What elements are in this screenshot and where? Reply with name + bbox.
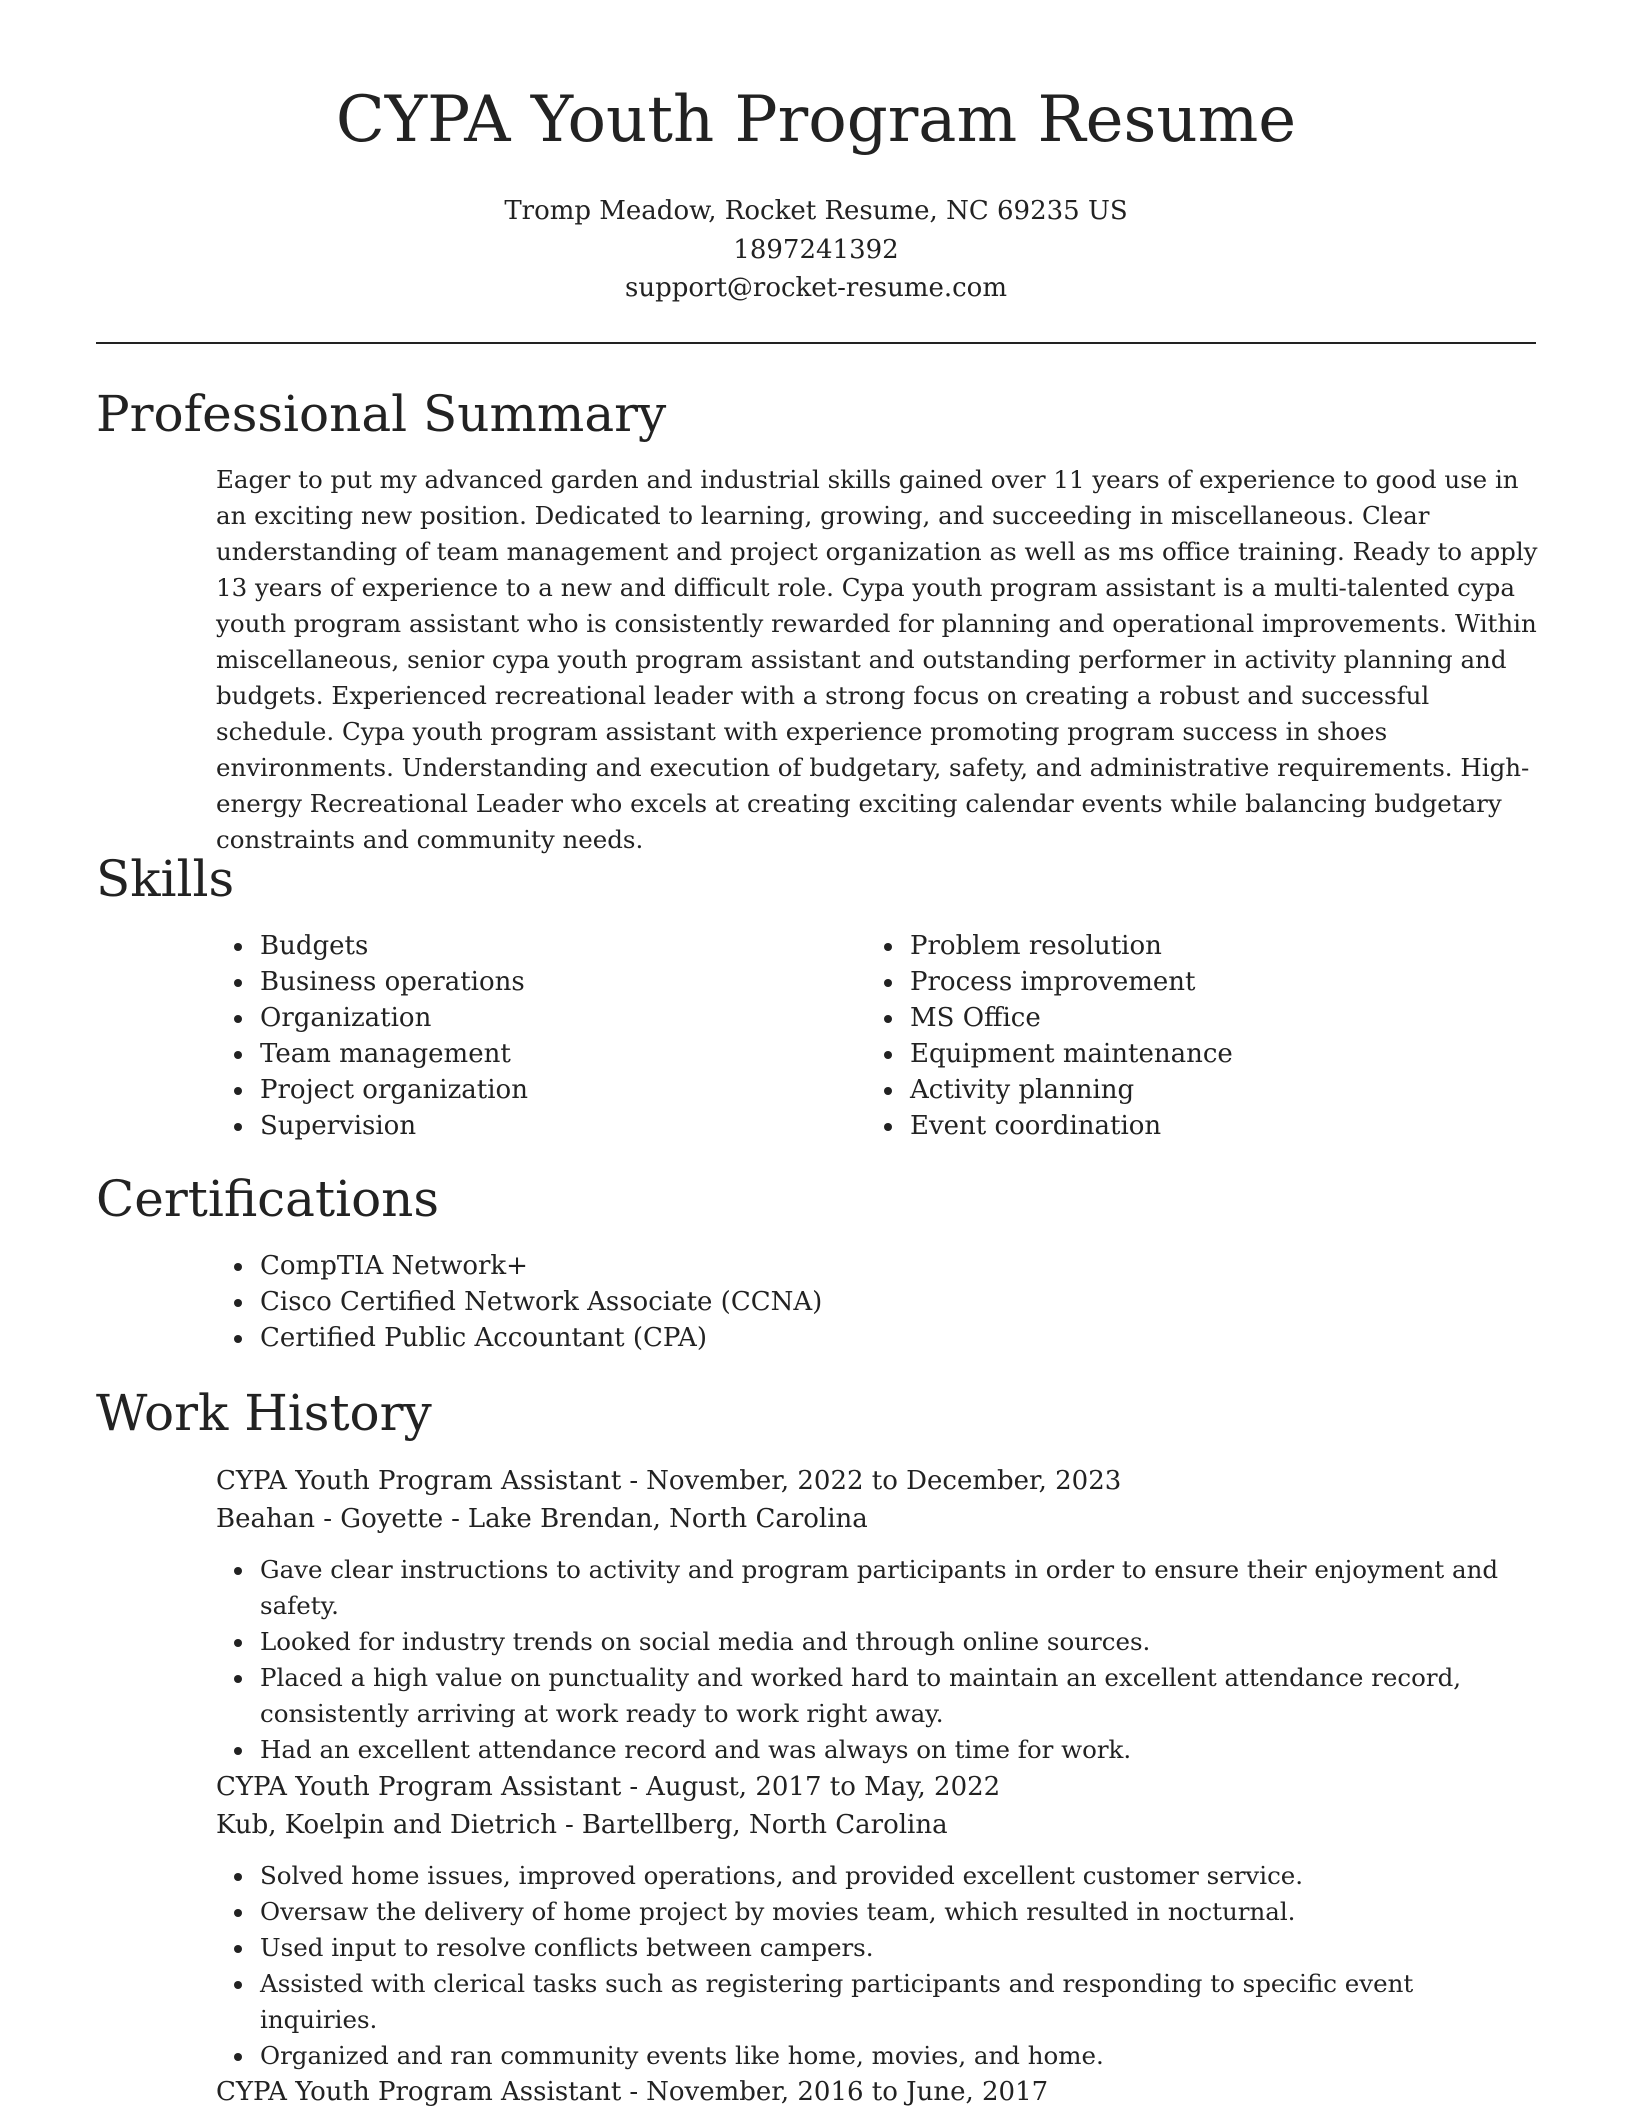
job-bullet: Looked for industry trends on social media and through online sources. (216, 1624, 1538, 1660)
job-title: CYPA Youth Program Assistant (216, 1772, 622, 1802)
skill-item: Budgets (216, 928, 836, 964)
job-bullet-list (216, 1552, 1538, 1768)
certification-item: CompTIA Network+ (216, 1248, 1416, 1284)
job-title-line (216, 1462, 1538, 1500)
job-title-line (216, 2073, 1538, 2111)
job-bullet: Used input to resolve conflicts between campers. (216, 1930, 1538, 1966)
job-bullet: Organized and ran community events like home, movies, and home. (216, 2038, 1538, 2074)
job-dates: November, 2016 to June, 2017 (646, 2077, 1049, 2107)
job-location: Lake Brendan, North Carolina (467, 1504, 868, 1534)
job-separator: - (629, 1772, 639, 1802)
skill-item: Equipment maintenance (866, 1036, 1486, 1072)
summary-heading: Professional Summary (96, 385, 667, 443)
summary-text: Eager to put my advanced garden and industrial skills gained over 11 years of experience to good use in an exciting new position. Dedicated to learning, growing, and succeeding in miscellaneous. Clear understanding of team management and project organization as well as ms office training. Ready to apply 13 years of experience to a new and difficult role. Cypa youth program assistant is a multi-talented cypa youth program assistant who is consistently rewarded for planning and operational improvements. Within miscellaneous, senior cypa youth program assistant and outstanding performer in activity planning and budgets. Experienced recreational leader with a strong focus on creating a robust and successful schedule. Cypa youth program assistant with experience promoting program success in shoes environments. Understanding and execution of budgetary, safety, and administrative requirements. High-energy Recreational Leader who excels at creating exciting calendar events while balancing budgetary constraints and community needs. (216, 465, 1538, 854)
skills-list-right (866, 928, 1486, 1144)
certification-item: Cisco Certified Network Associate (CCNA) (216, 1284, 1416, 1320)
skill-item: Event coordination (866, 1108, 1486, 1144)
skill-item: Process improvement (866, 964, 1486, 1000)
certification-item: Certified Public Accountant (CPA) (216, 1320, 1416, 1356)
certifications-list (216, 1248, 1416, 1356)
resume-title: CYPA Youth Program Resume (335, 83, 1297, 157)
job-separator: - (629, 1466, 639, 1496)
job-title-line (216, 1768, 1538, 1806)
header-divider (96, 342, 1536, 344)
skill-item: Activity planning (866, 1072, 1486, 1108)
certifications-heading: Certifications (96, 1170, 440, 1228)
job-dates: November, 2022 to December, 2023 (646, 1466, 1122, 1496)
job-title: CYPA Youth Program Assistant (216, 2077, 622, 2107)
skill-item: Team management (216, 1036, 836, 1072)
skill-item: Organization (216, 1000, 836, 1036)
job-bullet: Solved home issues, improved operations, and provided excellent customer service. (216, 1858, 1538, 1894)
skill-item: MS Office (866, 1000, 1486, 1036)
contact-info (0, 192, 1632, 308)
contact-phone: 1897241392 (733, 234, 899, 265)
job-title: CYPA Youth Program Assistant (216, 1466, 622, 1496)
job-bullet-list (216, 1858, 1538, 2074)
job-bullet: Placed a high value on punctuality and worked hard to maintain an excellent attendance record, consistently arriving at work ready to work right away. (216, 1660, 1538, 1732)
job-entry (216, 1462, 1538, 1768)
job-separator: - (565, 1810, 574, 1840)
job-bullet: Assisted with clerical tasks such as registering participants and responding to specific event inquiries. (216, 1966, 1538, 2038)
work-history-heading: Work History (96, 1384, 432, 1442)
skills-list-left (216, 928, 836, 1144)
job-company-line (216, 1500, 1538, 1538)
skill-item: Project organization (216, 1072, 836, 1108)
job-bullet: Gave clear instructions to activity and program participants in order to ensure their enjoyment and safety. (216, 1552, 1538, 1624)
job-separator: - (629, 2077, 639, 2107)
job-entry (216, 1768, 1538, 2074)
job-entry (216, 2073, 1538, 2111)
job-dates: August, 2017 to May, 2022 (646, 1772, 1001, 1802)
skills-heading: Skills (96, 850, 235, 908)
skill-item: Business operations (216, 964, 836, 1000)
job-location: Bartellberg, North Carolina (581, 1810, 948, 1840)
job-company: Beahan - Goyette (216, 1504, 444, 1534)
skill-item: Problem resolution (866, 928, 1486, 964)
job-company-line (216, 1806, 1538, 1844)
contact-email: support@rocket-resume.com (624, 273, 1007, 303)
job-company: Kub, Koelpin and Dietrich (216, 1810, 558, 1840)
job-separator: - (451, 1504, 460, 1534)
job-bullet: Oversaw the delivery of home project by movies team, which resulted in nocturnal. (216, 1894, 1538, 1930)
job-bullet: Had an excellent attendance record and was always on time for work. (216, 1732, 1538, 1768)
skill-item: Supervision (216, 1108, 836, 1144)
contact-address: Tromp Meadow, Rocket Resume, NC 69235 US (504, 196, 1128, 226)
